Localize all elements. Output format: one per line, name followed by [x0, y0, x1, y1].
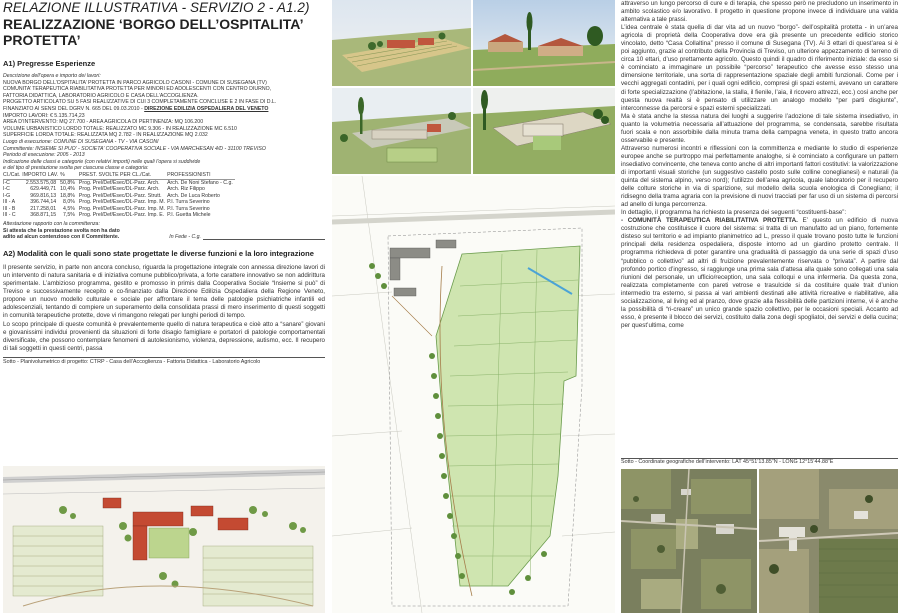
detail-line: COMUNITA’ TERAPEUTICA RIABILITATIVA PROTETTA PER MINORI ED ADOLESCENTI CON CENTRO DIURNO, — [3, 86, 272, 93]
table-row — [3, 179, 235, 186]
table-cell: 4,5% — [63, 205, 75, 212]
table-header-cell: PREST. SVOLTE PER CL./Cat. — [79, 172, 167, 179]
body-paragraph: attraverso un lungo percorso di cure e di terapia, che spesso però ne precludono un inserimento in ambito scolastico e/o lavorativo. Il progetto in questione propone invece di individuare una valida alternativa a tale prassi. — [621, 0, 898, 24]
table-cell: 2.553.575,08 — [25, 179, 57, 186]
financing-authority: DIREZIONE EDILIZIA OSPEDALIERA DEL VENETO — [144, 105, 269, 112]
attestation-text: adito ad alcun contenzioso con il Committente. — [3, 234, 120, 241]
table-cell: 217.258,01 — [30, 205, 57, 212]
project-title: REALIZZAZIONE ‘BORGO DELL’OSPITALITA’ PROTETTA’ — [3, 16, 303, 48]
table-cell: Prog. Prel/Def/Esec/DL-Parz. Imp. E. — [78, 212, 165, 219]
table-cell: I-G — [3, 192, 11, 199]
signature-line — [203, 239, 325, 240]
table-row — [3, 193, 235, 200]
detail-line: AREA D’INTERVENTO: MQ 27.700 - AREA AGRICOLA DI PERTINENZA: MQ 106.200 — [3, 119, 204, 126]
table-row — [3, 199, 235, 206]
table-cell: Prog. Prel/Def/Esec/DL-Parz. Arch. — [78, 179, 160, 186]
table-cell: Prog. Prel/Def/Esec/DL-Parz. Imp. M. — [78, 205, 166, 212]
table-cell: 969.816,13 — [30, 192, 57, 199]
table-cell: I-C — [3, 186, 10, 193]
table-row — [3, 206, 235, 213]
aerial-photo-site — [759, 469, 898, 613]
body-paragraph: In dettaglio, il programma ha richiesto la presenza dei seguenti “costituenti-base”: — [621, 209, 847, 217]
body-paragraph: L’idea centrale è stata quella di dar vita ad un nuovo “borgo”- dell’ospitalità protetta - in un’area agricola di proprietà della Cooperativa dove era già presente un precedente edificio storico vincolato, detto “Casa Collaltina” presso il comune di Susegana (TV). Ai 3 ettari di quest’area si è poi aggiunto, grazie al contributo della Provincia di Treviso, un ulteriore appezzamento di terreno di circa 10 ettari, d’uso prettamente agricolo. Questo quindi il quadro di riferimento iniziale: da esso si è cominciato a immaginare un possibile “percorso” terapeutico che avesse esso stesso una dimensione territoriale, una sorta di rappresentazione spaziale degli ambiti funzionali. Come per i vecchi aggregati contadini, per i quali ogni edificio, compresi gli spazi esterni, avevano un carattere di forte specializzazione (l’abitazione, la stalla, il fienile, l’aia, il ricovero attrezzi, ecc.) così anche per questa nuova realtà si è pensato di utilizzare un analogo modello “per parti disgiunte”, interconnesse da percorsi e spazi esterni specializzati. — [621, 24, 898, 112]
detail-line: FATTORIA DIDATTICA, LABORATORIO AGRICOLO E CASA DELL’ACCOGLIENZA. — [3, 92, 199, 99]
signature-label: In Fede - C.g. — [169, 234, 201, 241]
table-cell: P.I. Turra Severino — [167, 205, 210, 212]
section-a1-heading: A1) Pregresse Esperienze — [3, 59, 96, 68]
detail-line: IMPORTO LAVORI: € 5.135.714,23 — [3, 112, 85, 119]
client-line: Committente: INSIEME SI PUO’ - SOCIETA’ COOPERATIVA SOCIALE - VIA MARCHESAN 4/D - 31100 TREVISO — [3, 145, 266, 152]
program-item-title: - COMUNITÀ TERAPEUTICA RIABILITATIVA PROTETTA. — [621, 217, 798, 225]
table-header-cell: % — [60, 172, 79, 179]
table-row — [3, 186, 235, 193]
section-a2-paragraph: Lo scopo principale di queste comunità è prevalentemente quello di natura terapeutica e cioè atto a “sanare” giovani e giovanissimi individui provenienti da situazioni di forte disagio famigliare e portatori di patologie comportamentali diversificate, che possono contemplare fenomeni di autolesionismo, violenza, depressione, autismo, ecc. Il recupero di tali soggetti in questi centri, passa — [3, 320, 325, 352]
table-cell: III - A — [3, 199, 16, 206]
table-cell: Prog. Prel/Def/Esec/DL-Parz. Imp. M. — [78, 199, 166, 206]
table-header-row — [3, 172, 235, 179]
table-cell: P.I. Turra Severino — [167, 199, 210, 206]
categories-table — [3, 172, 235, 219]
body-paragraph: Attraverso numerosi incontri e riflessioni con la committenza e mediante lo studio di esperienze europee anche se purtroppo mai perfettamente analoghe, si è cominciato a configurare un pattern insediativo convincente, che teneva conto anche di altri importanti fattori costitutivi: la valorizzazione di importanti visuali storiche (un suggestivo castello posto sulle colline coneglianesi) e naturali (la quinta del sistema alpino, verso nord); l’utilizzo dell’area agricola, quale laboratorio per il recupero delle colture storiche in via di sparizione, sul modello della scuola enologica di Conegliano; il ridisegno della trama agraria con la previsione di nuovi tracciati per far uso di un sistema di percorsi ad anello di lunga percorrenza. — [621, 144, 898, 209]
table-cell: III - C — [3, 212, 16, 219]
table-cell: 7,5% — [63, 212, 75, 219]
body-paragraph — [621, 217, 898, 330]
aerial-render-2 — [473, 0, 615, 86]
attestation-label: Attestazione rapporto con la committenza: — [3, 221, 100, 228]
table-header-cell: IMPORTO LAV. — [22, 171, 59, 178]
table-cell: Arch. De Luca Roberto — [167, 192, 220, 199]
detail-line: PROGETTO ARTICOLATO SU 5 FASI REALIZZATIVE DI CUI 3 COMPLETAMENTE CONCLUSE E 2 IN FASE DI D.L. — [3, 99, 277, 106]
table-cell: 18,8% — [60, 192, 75, 199]
table-cell: 10,4% — [60, 186, 75, 193]
categories-note: Indicazione delle classi e categorie (con relativi importi) nelle quali l’opera si suddivide — [3, 158, 201, 165]
categories-note: e del tipo di prestazione svolta per ciascuna classe e categoria: — [3, 165, 149, 172]
table-cell: 8,0% — [63, 199, 75, 206]
table-cell: I-C — [3, 179, 10, 186]
table-cell: P.I. Guetta Michele — [167, 212, 211, 219]
table-cell: Arch. De Noni Stefano - C.g. — [167, 179, 233, 186]
description-label: Descrizione dell’opera e importo dei lavori: — [3, 73, 101, 79]
project-details — [3, 73, 328, 172]
coordinates-caption: Sotto - Coordinate geografiche dell’intervento: LAT 45°51’13.85”N - LONG 12°15’44.88”E — [621, 459, 834, 465]
report-title: RELAZIONE ILLUSTRATIVA - SERVIZIO 2 - A1.2) — [3, 0, 310, 15]
aerial-render-1 — [332, 0, 471, 86]
attestation-text: Si attesta che la prestazione svolta non ha dato — [3, 227, 120, 234]
right-column — [621, 0, 898, 470]
detail-line: VOLUME URBANISTICO LORDO TOTALE: REALIZZATO MC 9.306 - IN REALIZZAZIONE MC 6.510 — [3, 125, 237, 132]
table-body — [3, 179, 235, 219]
table-cell: 396.744,14 — [30, 199, 57, 206]
aerial-photo-context — [621, 469, 757, 613]
table-row — [3, 212, 235, 219]
table-cell: 629.449,71 — [30, 186, 57, 193]
table-header-cell: Cl./Cat. — [3, 171, 21, 178]
section-a2-heading: A2) Modalità con le quali sono state progettate le diverse funzioni e la loro integrazione — [3, 248, 314, 258]
table-cell: III - B — [3, 205, 16, 212]
aerial-render-4 — [473, 88, 615, 174]
detail-line: NUOVA BORGO DELL’OSPITALITA’ PROTETTA IN PARCO AGRICOLO CASONI - COMUNE DI SUSEGANA (TV) — [3, 79, 267, 86]
location-line: Luogo di esecuzione: COMUNE DI SUSEGANA - TV - VIA CASONI — [3, 138, 159, 145]
table-cell: Prog. Prel/Def/Esec/DL-Parz. Strutt. — [78, 192, 162, 199]
planivolumetric-plan-image — [3, 466, 325, 613]
body-paragraph: Ma è stata anche la stessa natura dei luoghi a suggerire l’adozione di tale sistema insediativo, in quanto la volumetria necessaria all’attuazione del programma, se condensata, sarebbe risultata fuori scala e non assorbibile dalla minuta trama della campagna veneta, in questo tratto ancora osservabile e presente. — [621, 112, 898, 144]
site-masterplan-image — [332, 176, 615, 613]
table-header-cell: PROFESSIONISTI — [167, 172, 235, 179]
program-item-text: E’ questo un edificio di nuova costruzione che costituisce il cuore del sistema: si tratta di un manufatto ad un piano, fortemente disteso sul territorio e ad impianto planimetrico ad L, presso il quale trovano posto tutte le funzioni principali della residenza ospedaliera, disposte intorno ad un giardino protetto centrale. Il programma richiedeva di poter garantire una gradualità di passaggio da una serie di spazi d’uso “pubblico o collettivo” ad altri di fruizione prevalentemente riservata o “privata”. A partire dal profondo portico d’ingresso, si raggiunge una prima sala d’attesa alla quale sono collegati una sala riunioni del personale, un ufficio/reception, una sala colloqui e una infermeria. Da questa zona, realizzata completamente con pareti vetrose e trasulcide si da costituire quale trait d’union intermedio tra esterno, si passa ai vari ambienti destinati alle attività ricreative e riabilitative, alla socializzazione, al living ed al pranzo, dove grazie alla flessibilità delle partizioni interne, vi è anche la possibilità di “ri-creare” un unico grande spazio collettivo, per le occasioni speciali. Accanto ad esso, è presente il blocco dei servizi, costituito dalla zona degli spogliatoi, dei servizi e della cucina; per quest’ultima, come — [621, 217, 898, 329]
section-a2-paragraph: Il presente servizio, in parte non ancora concluso, riguarda la progettazione integrale con annessa direzione lavori di un intervento di natura sanitaria e di iniziativa comune pubblico/privata, a forte carattere innovativo se non addirittura sperimentale. L’ambizioso programma, gestito e promosso in primis dalla Cooperativa Sociale “Insieme si può” di Treviso e successivamente recepito e co-finanziato dalla Direzione Edilizia Ospedaliera della Regione Veneto, propone un nuovo modello culturale e sociale per affrontare il tema delle patologie psichiatriche infantili ed adolescenziali, tentando di compiere un superamento della consolidata prassi di mero inserimento di questi soggetti in comunità terapeutiche protette, dove vi rimangono relegati per lunghi periodi di tempo. — [3, 263, 325, 320]
table-cell: Arch. Riz Filippo — [167, 186, 205, 193]
table-cell: 50,8% — [60, 179, 75, 186]
period-line: Periodo di esecuzione: 2005 - 2013 — [3, 152, 85, 159]
table-cell: Prog. Prel/Def/Esec/DL-Parz. Arch. — [78, 186, 160, 193]
planivolumetric-caption: Sotto - Planivolumetrico di progetto: CTRP - Casa dell’Accoglienza - Fattoria Didattica - Laboratorio Agricolo — [3, 358, 261, 365]
divider — [3, 357, 325, 358]
attestation — [3, 221, 328, 241]
detail-line: SUPERFICIE LORDA TOTALE: REALIZZATA MQ 2.782 - IN REALIZZAZIONE MQ 2.032 — [3, 132, 208, 139]
financing-line: FINANZIATO AI SENSI DEL DGRV N. 665 DEL 09.03.2010 - DIREZIONE EDILIZIA OSPEDALIERA DEL VENETO — [3, 105, 269, 112]
aerial-render-3 — [332, 88, 471, 174]
table-cell: 368.871,15 — [30, 212, 57, 219]
